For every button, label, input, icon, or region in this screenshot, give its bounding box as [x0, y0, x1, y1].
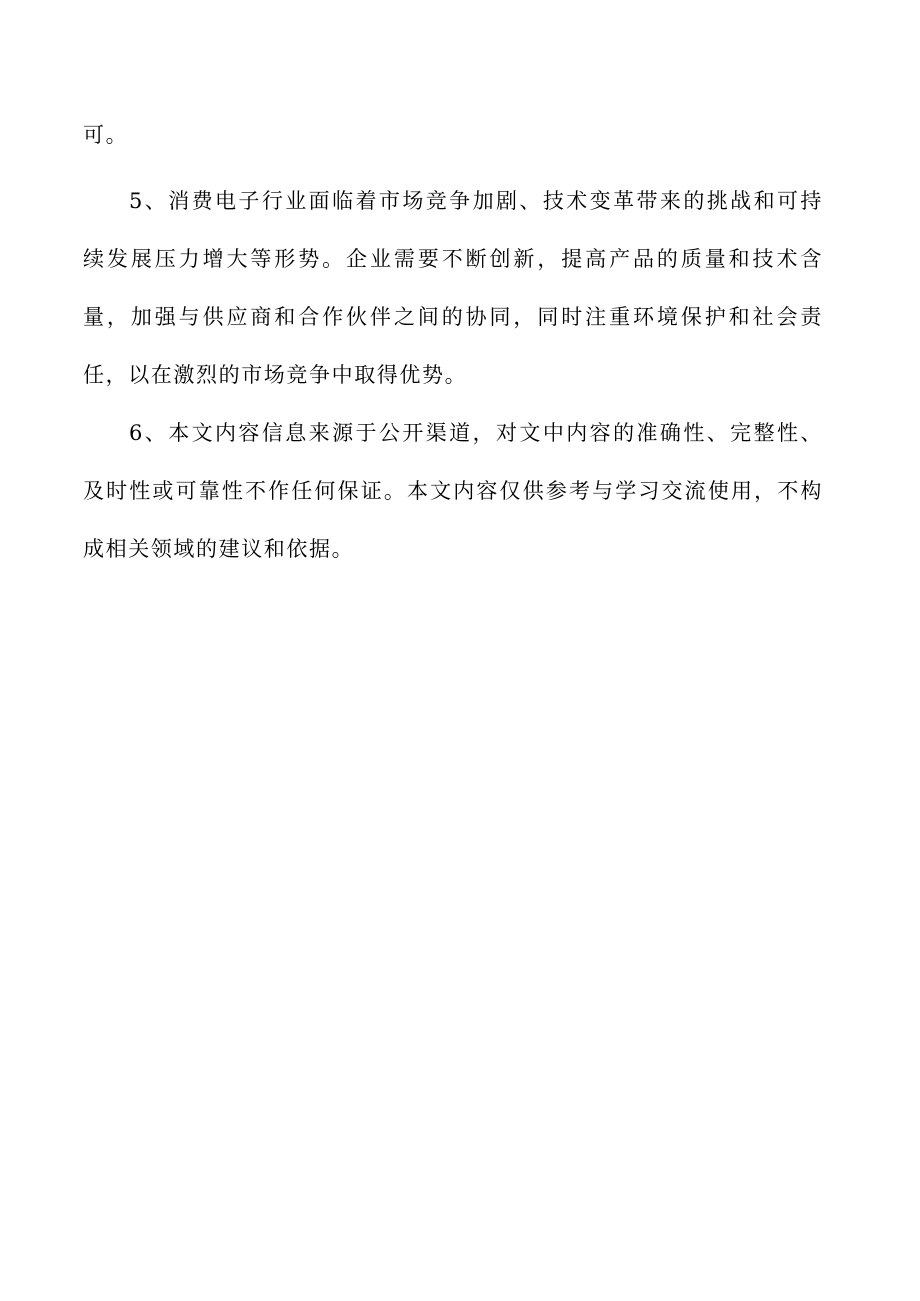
paragraph-line: 量，加强与供应商和合作伙伴之间的协同，同时注重环境保护和社会责: [83, 305, 823, 329]
paragraph-line: 成相关领域的建议和依据。: [83, 537, 355, 561]
paragraph-line: 可。: [83, 123, 129, 147]
paragraph-line: 5、消费电子行业面临着市场竞争加剧、技术变革带来的挑战和可持: [129, 189, 823, 213]
paragraph-line: 续发展压力增大等形势。企业需要不断创新，提高产品的质量和技术含: [83, 247, 823, 271]
paragraph-continuation: [83, 112, 823, 170]
document-body: [83, 112, 823, 584]
paragraph-point-5: [83, 178, 823, 410]
paragraph-line: 任，以在激烈的市场竞争中取得优势。: [83, 363, 468, 387]
paragraph-point-6: [83, 410, 823, 584]
paragraph-line: 及时性或可靠性不作任何保证。本文内容仅供参考与学习交流使用，不构: [83, 479, 823, 503]
paragraph-line: 6、本文内容信息来源于公开渠道，对文中内容的准确性、完整性、: [129, 421, 823, 445]
